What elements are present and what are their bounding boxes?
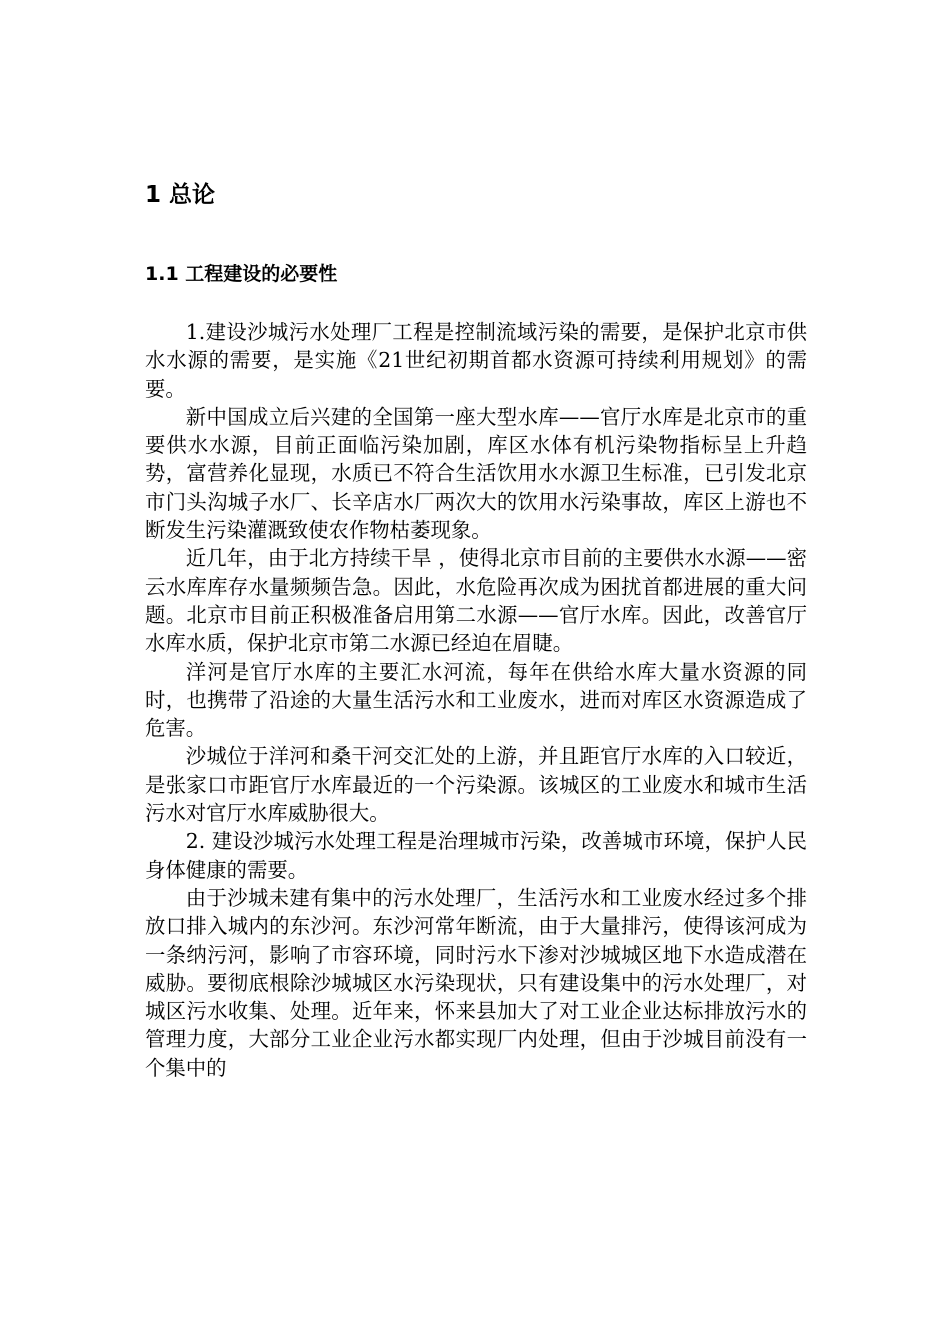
- chapter-title: 1 总论: [145, 182, 216, 208]
- paragraph: 1.建设沙城污水处理厂工程是控制流域污染的需要，是保护北京市供水水源的需要，是实施《21世纪初期首都水资源可持续利用规划》的需要。: [145, 320, 807, 401]
- body-text: [145, 318, 807, 1082]
- paragraph: 洋河是官厅水库的主要汇水河流，每年在供给水库大量水资源的同时，也携带了沿途的大量生活污水和工业废水，进而对库区水资源造成了危害。: [145, 659, 807, 741]
- paragraph: 新中国成立后兴建的全国第一座大型水库——官厅水库是北京市的重要供水水源，目前正面临污染加剧，库区水体有机污染物指标呈上升趋势，富营养化显现，水质已不符合生活饮用水水源卫生标准，已引发北京市门头沟城子水厂、长辛店水厂两次大的饮用水污染事故，库区上游也不断发生污染灌溉致使农作物枯萎现象。: [145, 404, 807, 543]
- paragraph: 由于沙城未建有集中的污水处理厂，生活污水和工业废水经过多个排放口排入城内的东沙河。东沙河常年断流，由于大量排污，使得该河成为一条纳污河，影响了市容环境，同时污水下渗对沙城城区地下水造成潜在威胁。要彻底根除沙城城区水污染现状，只有建设集中的污水处理厂，对城区污水收集、处理。近年来，怀来县加大了对工业企业达标排放污水的管理力度，大部分工业企业污水都实现厂内处理，但由于沙城目前没有一个集中的: [145, 885, 807, 1080]
- paragraph: 2. 建设沙城污水处理工程是治理城市污染，改善城市环境，保护人民身体健康的需要。: [145, 829, 807, 882]
- paragraph: 沙城位于洋河和桑干河交汇处的上游，并且距官厅水库的入口较近，是张家口市距官厅水库最近的一个污染源。该城区的工业废水和城市生活污水对官厅水库威胁很大。: [145, 744, 807, 826]
- paragraph: 近几年，由于北方持续干旱 ，使得北京市目前的主要供水水源——密云水库库存水量频频告急。因此，水危险再次成为困扰首都进展的重大问题。北京市目前正积极准备启用第二水源——官厅水库。因此，改善官厅水库水质，保护北京市第二水源已经迫在眉睫。: [145, 546, 807, 656]
- section-title: 1.1 工程建设的必要性: [145, 263, 338, 285]
